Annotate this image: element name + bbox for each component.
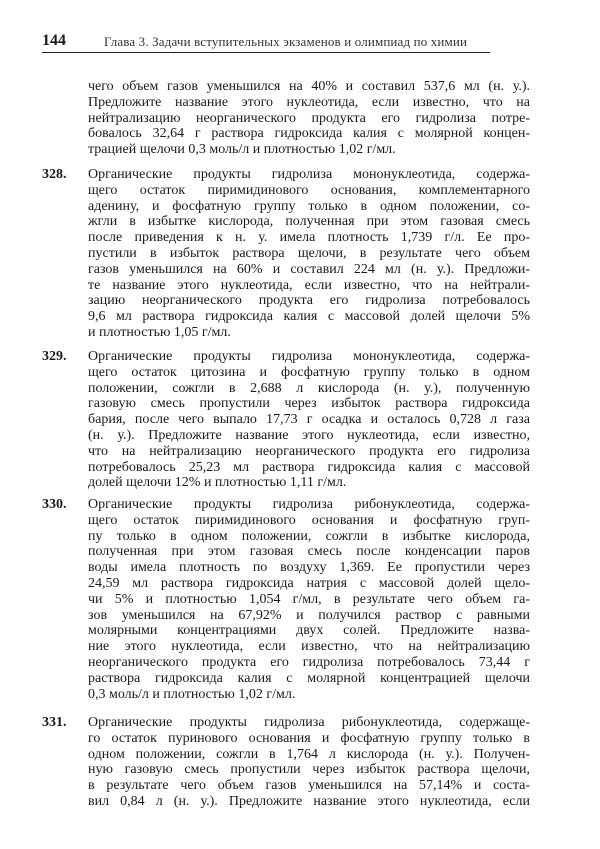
text-line: те название этого нуклеотида, если известно, что на нейтрали- <box>88 277 530 293</box>
problem-330 <box>42 497 530 702</box>
text-line: го остаток пуринового основания и фосфатную группу только в <box>88 730 530 746</box>
page-number: 144 <box>42 32 66 49</box>
problem-number: 328. <box>42 167 67 182</box>
text-line: щего остаток пиримидинового основания, комплементарного <box>88 182 530 198</box>
problem-329 <box>42 349 530 491</box>
text-line: Органические продукты гидролиза мононуклеотида, содержа- <box>88 167 530 182</box>
problem-331 <box>42 715 530 810</box>
text-line: газов уменьшился на 60% и составил 224 мл (н. у.). Предложи- <box>88 261 530 277</box>
text-line: бовалось 32,64 г раствора гидроксида калия с молярной концен- <box>88 126 530 142</box>
text-line: Предложите название этого нуклеотида, если известно, что на <box>88 94 530 110</box>
text-line: ние этого нуклеотида, если известно, что на нейтрализацию <box>88 639 530 655</box>
text-line: положении, сожгли в 2,688 л кислорода (н. у.), полученную <box>88 380 530 396</box>
problem-number: 330. <box>42 497 67 512</box>
text-line: 24,59 мл раствора гидроксида натрия с массовой долей щело- <box>88 575 530 591</box>
text-line: Органические продукты гидролиза рибонуклеотида, содержа- <box>88 497 530 512</box>
running-header <box>42 32 490 53</box>
text-line: Органические продукты гидролиза мононуклеотида, содержа- <box>88 349 530 364</box>
text-line: жгли в избытке кислорода, полученная при этом газовая смесь <box>88 214 530 230</box>
text-line: трацией щелочи 0,3 моль/л и плотностью 1,02 г/мл. <box>88 142 396 158</box>
text-line: в результате чего объем газов уменьшился на 57,14% и соста- <box>88 778 530 794</box>
text-line: раствора гидроксида калия с молярной концентрацией щелочи <box>88 670 530 686</box>
paragraph-continuation <box>88 79 530 158</box>
text-line: вил 0,84 л (н. у.). Предложите название этого нуклеотида, если <box>88 793 530 809</box>
text-line: неорганического продукта его гидролиза потребовалось 73,44 г <box>88 654 530 670</box>
text-line: Органические продукты гидролиза рибонуклеотида, содержаще- <box>88 715 530 730</box>
text-line: 0,3 моль/л и плотностью 1,02 г/мл. <box>88 686 296 702</box>
text-line: долей щелочи 12% и плотностью 1,11 г/мл. <box>88 475 347 491</box>
text-line: пустили в избыток раствора щелочи, в результате чего объем <box>88 245 530 261</box>
text-line: воды имела плотность по воздуху 1,369. Ее пропустили через <box>88 560 530 576</box>
text-line: щего остаток цитозина и фосфатную группу только в одном <box>88 364 530 380</box>
text-line: после приведения к н. у. имела плотность 1,739 г/л. Ее про- <box>88 230 530 246</box>
text-line: чи 5% и плотностью 1,054 г/мл, в результате чего объем га- <box>88 591 530 607</box>
text-line: нейтрализацию неорганического продукта его гидролиза потре- <box>88 110 530 126</box>
chapter-title: Глава 3. Задачи вступительных экзаменов и олимпиад по химии <box>104 34 468 49</box>
text-line: потребовалось 25,23 мл раствора гидроксида калия с массовой <box>88 459 530 475</box>
text-line: бария, после чего выпало 17,73 г осадка и осталось 0,728 л газа <box>88 412 530 428</box>
text-line: щего остаток пиримидинового основания и фосфатную груп- <box>88 512 530 528</box>
text-line: что на нейтрализацию неорганического продукта его гидролиза <box>88 443 530 459</box>
text-line: зацию неорганического продукта его гидролиза потребовалось <box>88 293 530 309</box>
text-line: пу только в одном положении, сожгли в избытке кислорода, <box>88 528 530 544</box>
text-line: зов уменьшился на 67,92% и получился раствор с равными <box>88 607 530 623</box>
text-line: чего объем газов уменьшился на 40% и составил 537,6 мл (н. у.). <box>88 79 530 94</box>
text-line: 9,6 мл раствора гидроксида калия с массовой долей щелочи 5% <box>88 309 530 325</box>
problem-number: 331. <box>42 715 67 730</box>
text-line: полученная при этом газовая смесь после конденсации паров <box>88 544 530 560</box>
text-line: ную газовую смесь пропустили через избыток раствора щелочи, <box>88 762 530 778</box>
problem-328 <box>42 167 530 341</box>
text-line: аденину, и фосфатную группу только в одном положении, со- <box>88 198 530 214</box>
text-line: одном положении, сожгли в 1,764 л кислорода (н. у.). Получен- <box>88 746 530 762</box>
problem-number: 329. <box>42 349 67 364</box>
text-line: газовую смесь пропустили через избыток раствора гидроксида <box>88 396 530 412</box>
text-line: и плотностью 1,05 г/мл. <box>88 324 231 340</box>
text-line: молярными концентрациями двух солей. Предложите назва- <box>88 623 530 639</box>
text-line: (н. у.). Предложите название этого нуклеотида, если известно, <box>88 427 530 443</box>
